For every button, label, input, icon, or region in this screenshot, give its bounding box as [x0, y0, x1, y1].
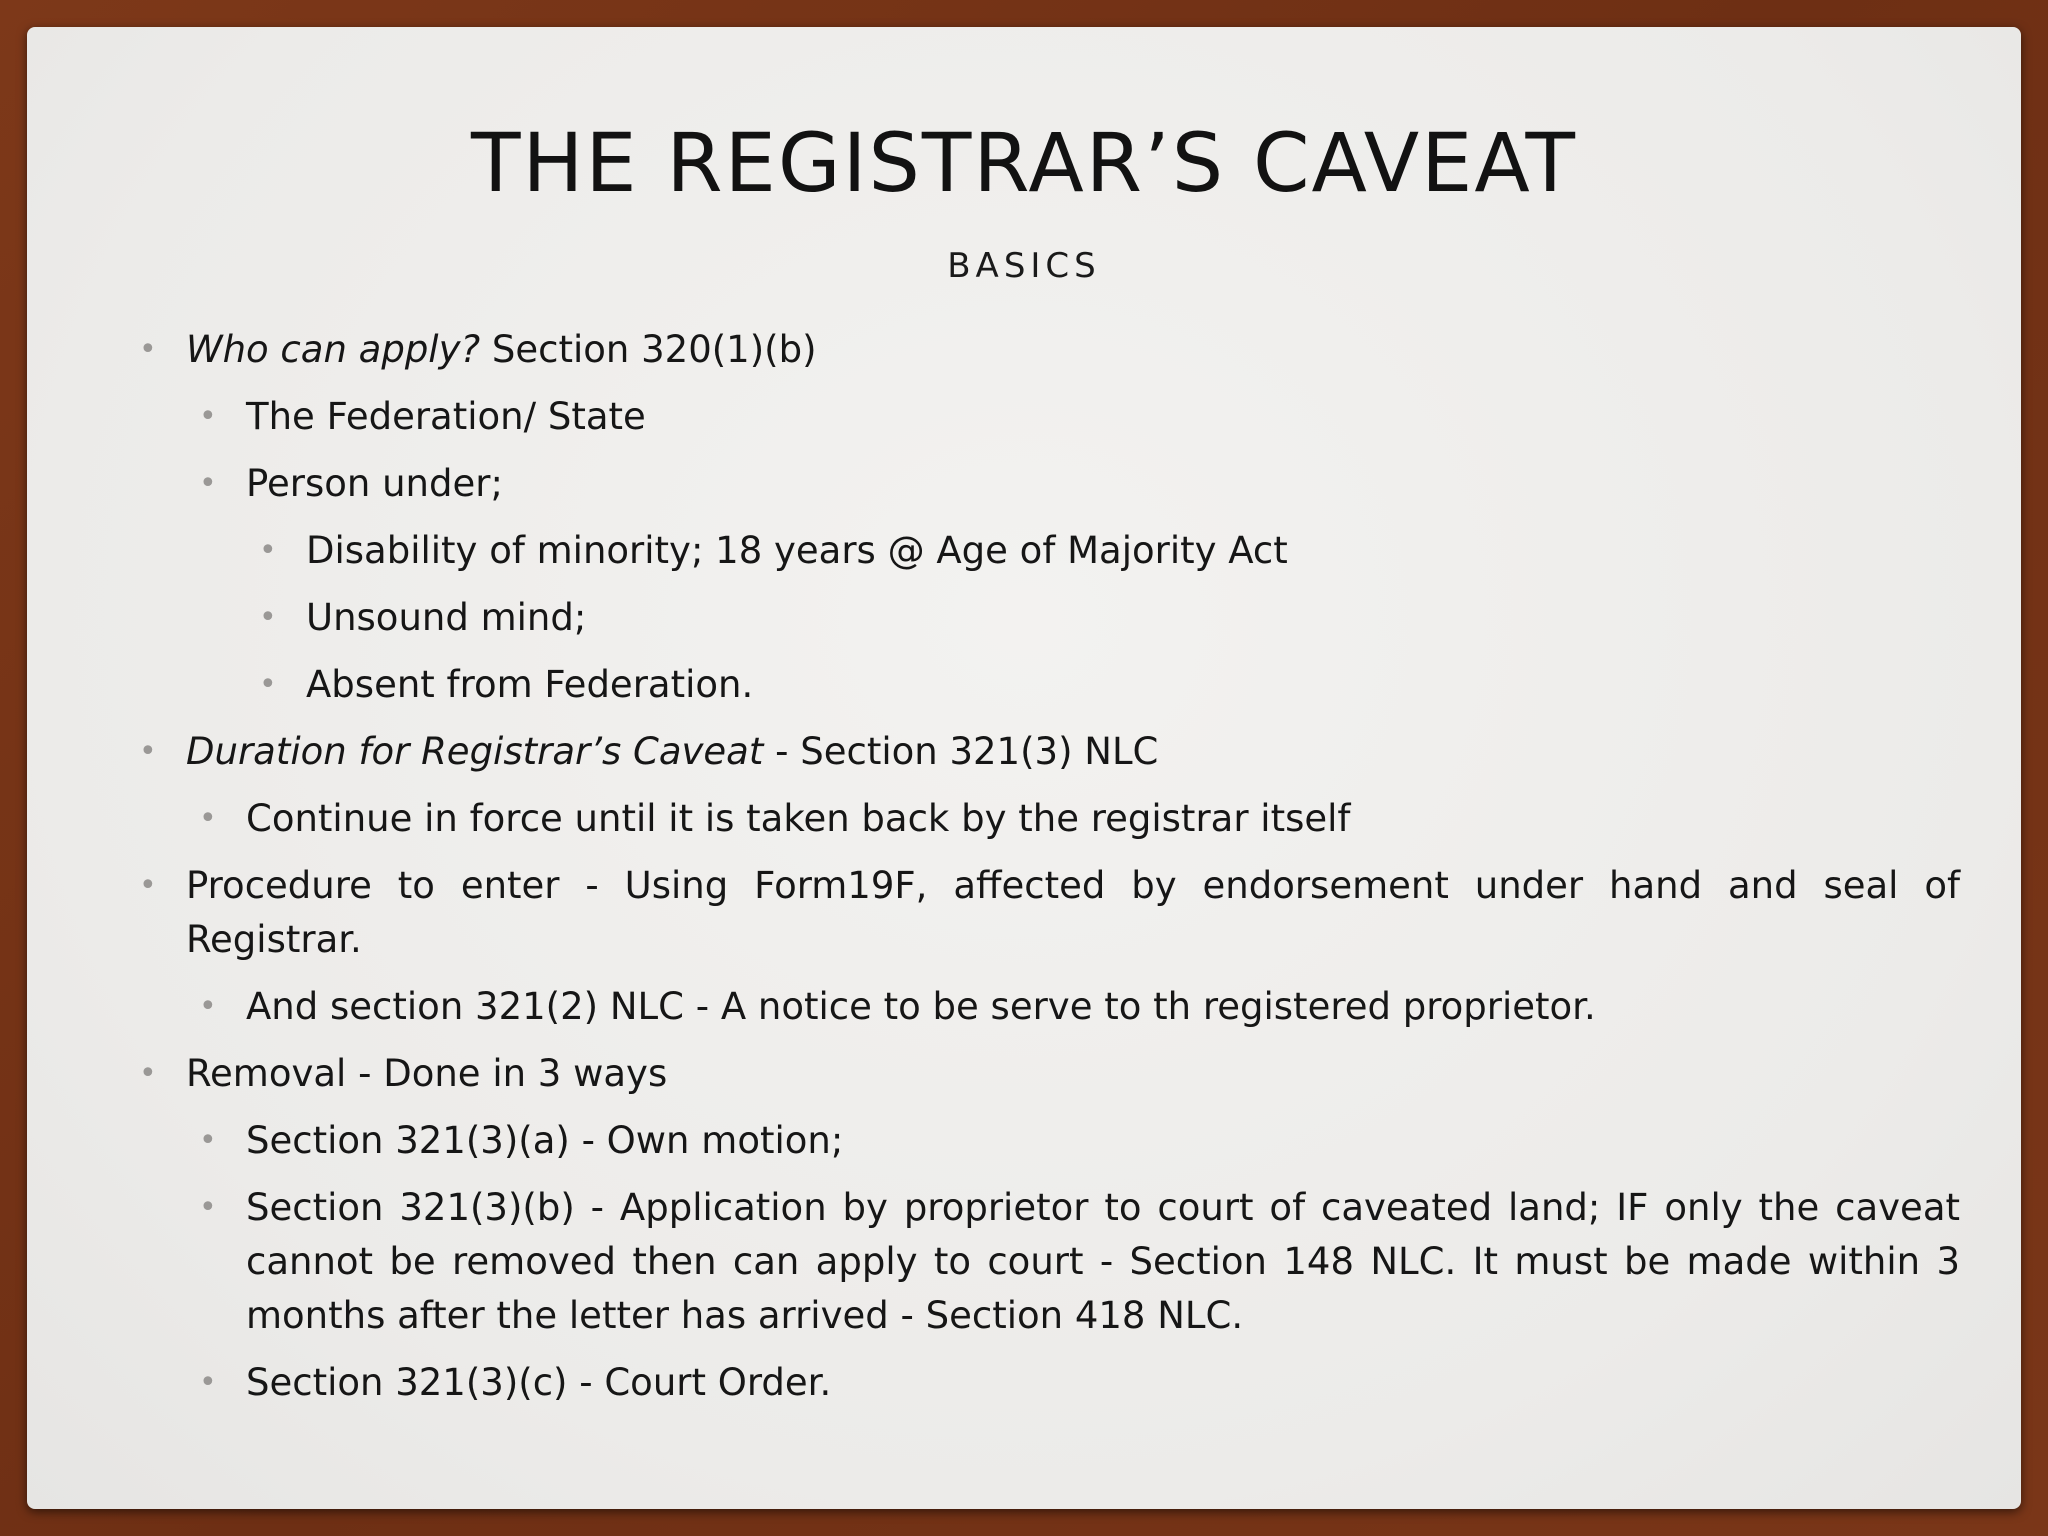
- bullet-text: Procedure to enter - Using Form19F, affected by endorsement under hand and seal of Registrar.: [186, 864, 1960, 961]
- bullet-text: Disability of minority; 18 years @ Age of Majority Act: [306, 529, 1288, 572]
- bullet-text: Continue in force until it is taken back by the registrar itself: [246, 797, 1351, 840]
- bullet-dot-icon: •: [199, 989, 217, 1024]
- bullet-italic-text: Duration for Registrar’s Caveat: [186, 730, 764, 773]
- bullet-item: [117, 1181, 1960, 1343]
- bullet-item: [117, 591, 1960, 645]
- slide: [27, 27, 2021, 1509]
- bullet-dot-icon: •: [139, 1056, 157, 1091]
- bullet-text: Unsound mind;: [306, 596, 587, 639]
- bullet-dot-icon: •: [259, 667, 277, 702]
- bullet-dot-icon: •: [259, 600, 277, 635]
- bullet-item: [117, 1047, 1960, 1101]
- bullet-item: [117, 792, 1960, 846]
- bullet-item: [117, 859, 1960, 967]
- bullet-item: [117, 725, 1960, 779]
- bullet-text: Section 321(3)(b) - Application by proprietor to court of caveated land; IF only the caveat cannot be removed then can apply to court - Section 148 NLC. It must be made within 3 months after the letter has arrived - Section 418 NLC.: [246, 1186, 1960, 1337]
- bullet-text: Section 320(1)(b): [480, 328, 817, 371]
- bullet-dot-icon: •: [199, 801, 217, 836]
- bullet-dot-icon: •: [199, 1190, 217, 1225]
- bullet-item: [117, 323, 1960, 377]
- bullet-dot-icon: •: [139, 332, 157, 367]
- bullet-text: The Federation/ State: [246, 395, 646, 438]
- bullet-dot-icon: •: [199, 1123, 217, 1158]
- bullet-text: And section 321(2) NLC - A notice to be serve to th registered proprietor.: [246, 985, 1596, 1028]
- bullet-italic-text: Who can apply?: [186, 328, 481, 371]
- bullet-item: [117, 1114, 1960, 1168]
- bullet-dot-icon: •: [199, 1365, 217, 1400]
- bullet-text: Removal - Done in 3 ways: [186, 1052, 668, 1095]
- bullet-dot-icon: •: [199, 466, 217, 501]
- bullet-item: [117, 1356, 1960, 1410]
- slide-title: THE REGISTRAR’S CAVEAT: [471, 117, 1577, 211]
- bullet-dot-icon: •: [139, 868, 157, 903]
- bullet-text: Absent from Federation.: [306, 663, 754, 706]
- bullet-list: [117, 323, 1960, 1423]
- bullet-text: - Section 321(3) NLC: [763, 730, 1159, 773]
- bullet-item: [117, 658, 1960, 712]
- bullet-text: Section 321(3)(a) - Own motion;: [246, 1119, 844, 1162]
- bullet-item: [117, 980, 1960, 1034]
- bullet-dot-icon: •: [139, 734, 157, 769]
- bullet-item: [117, 524, 1960, 578]
- bullet-text: Person under;: [246, 462, 503, 505]
- slide-subtitle: BASICS: [947, 246, 1101, 286]
- bullet-text: Section 321(3)(c) - Court Order.: [246, 1361, 832, 1404]
- bullet-dot-icon: •: [199, 399, 217, 434]
- bullet-dot-icon: •: [259, 533, 277, 568]
- bullet-item: [117, 390, 1960, 444]
- bullet-item: [117, 457, 1960, 511]
